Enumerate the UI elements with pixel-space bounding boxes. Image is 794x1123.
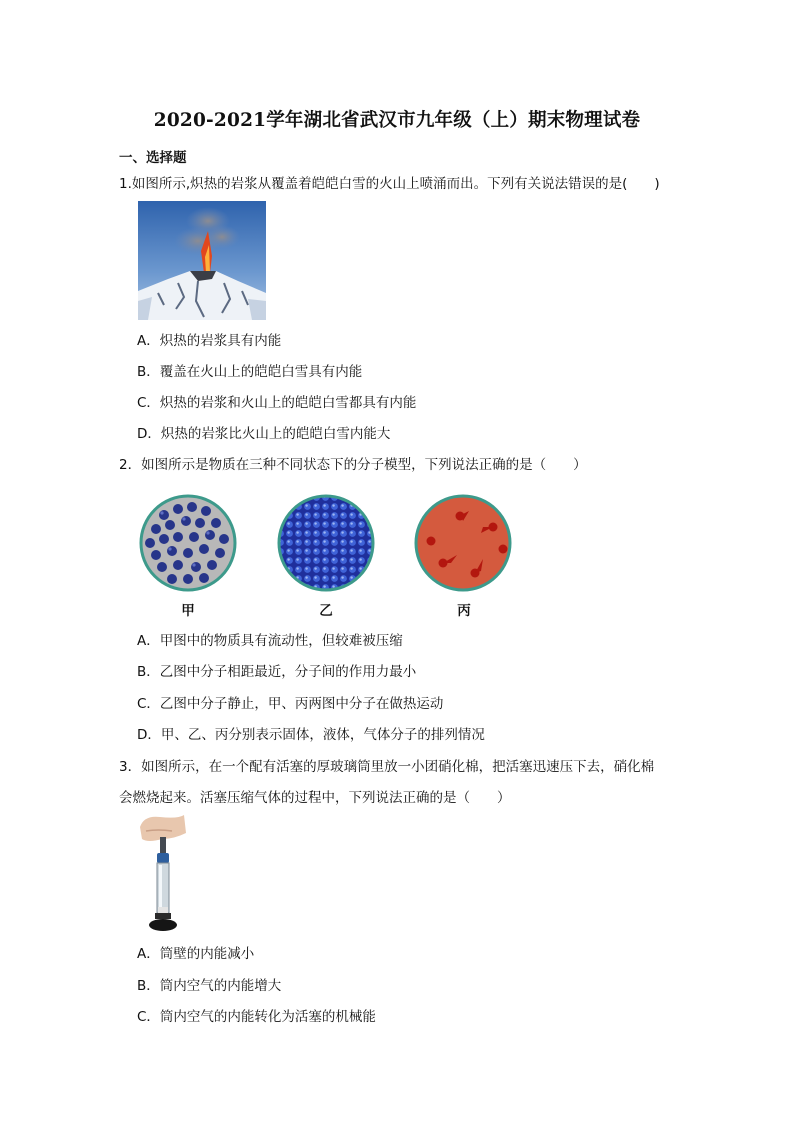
question-1-stem: 1.如图所示,炽热的岩浆从覆盖着皑皑白雪的火山上喷涌而出。下列有关说法错误的是( ) [119,176,660,192]
question-1-option-d: D．炽热的岩浆比火山上的皑皑白雪内能大 [137,426,391,442]
gas-molecule-model [413,493,513,593]
question-2-option-a: A．甲图中的物质具有流动性，但较难被压缩 [137,633,403,649]
figure-label-jia: 甲 [181,603,195,619]
liquid-molecule-model [138,493,238,593]
question-1-option-a: A．炽热的岩浆具有内能 [137,333,282,349]
page-title: 2020-2021学年湖北省武汉市九年级（上）期末物理试卷 [153,110,641,131]
question-3-option-a: A．筒壁的内能减小 [137,946,255,962]
solid-molecule-model [276,493,376,593]
question-3-stem-line-1: 3．如图所示，在一个配有活塞的厚玻璃筒里放一小团硝化棉，把活塞迅速压下去，硝化棉 [119,759,655,775]
question-3-option-b: B．筒内空气的内能增大 [137,978,282,994]
volcano-photo [138,201,266,320]
figure-label-bing: 丙 [457,603,471,619]
question-1-option-b: B．覆盖在火山上的皑皑白雪具有内能 [137,364,363,380]
question-2-stem: 2．如图所示是物质在三种不同状态下的分子模型，下列说法正确的是（ ） [119,457,587,473]
question-3-stem-line-2: 会燃烧起来。活塞压缩气体的过程中，下列说法正确的是（ ） [119,790,511,806]
figure-label-yi: 乙 [319,603,333,619]
piston-photo [138,813,188,935]
question-2-option-c: C．乙图中分子静止，甲、丙两图中分子在做热运动 [137,696,444,712]
question-1-option-c: C．炽热的岩浆和火山上的皑皑白雪都具有内能 [137,395,417,411]
question-2-option-b: B．乙图中分子相距最近，分子间的作用力最小 [137,664,417,680]
section-heading: 一、选择题 [119,150,187,166]
question-3-option-c: C．筒内空气的内能转化为活塞的机械能 [137,1009,376,1025]
question-2-option-d: D．甲、乙、丙分别表示固体，液体，气体分子的排列情况 [137,727,485,743]
